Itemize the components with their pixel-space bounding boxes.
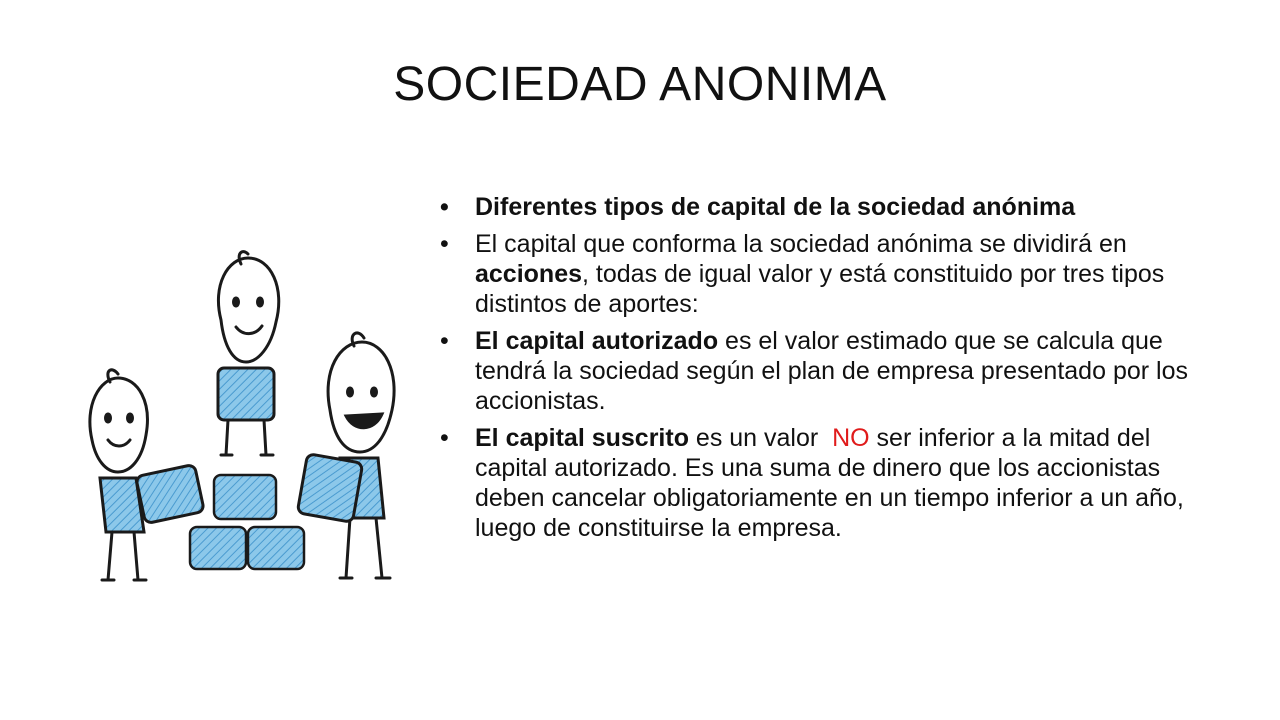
left-figure — [90, 370, 204, 580]
center-figure — [218, 252, 279, 455]
right-figure — [297, 333, 394, 578]
content-area — [440, 192, 1200, 550]
bullet-list — [440, 192, 1200, 543]
bullet-text: , todas de igual valor y está constituido por tres tipos distintos de aportes: — [475, 260, 1165, 318]
stick-figures-building-blocks-illustration — [78, 250, 408, 595]
bullet-bold-term: El capital autorizado — [475, 327, 719, 355]
block-bottom-left — [190, 527, 246, 569]
bullet-text: Diferentes tipos de capital de la sociedad anónima — [475, 193, 1076, 221]
bullet-capital-autorizado — [440, 326, 1200, 416]
bullet-bold-term: El capital suscrito — [475, 424, 689, 452]
bullet-capital-types-heading — [440, 192, 1200, 222]
bullet-text: es el valor estimado que se calcula que tendrá la sociedad según el plan de empresa presentado por los accionistas. — [475, 327, 1188, 415]
slide-title: SOCIEDAD ANONIMA — [393, 58, 887, 111]
bullet-text: es un valor — [688, 424, 833, 452]
bullet-capital-suscrito — [440, 423, 1200, 543]
bullet-bold-term: acciones — [475, 260, 583, 288]
bullet-text: El capital que conforma la sociedad anónima se dividirá en — [475, 230, 1127, 258]
bullet-red-highlight: NO — [832, 424, 870, 452]
block-bottom-right — [248, 527, 304, 569]
block-top — [214, 475, 276, 519]
bullet-text: ser inferior a la mitad del capital autorizado. Es una suma de dinero que los accionistas deben cancelar obligatoriamente en un tiempo inferior a un año, luego de constituirse la empresa. — [475, 424, 1184, 542]
bullet-capital-composition — [440, 229, 1200, 319]
